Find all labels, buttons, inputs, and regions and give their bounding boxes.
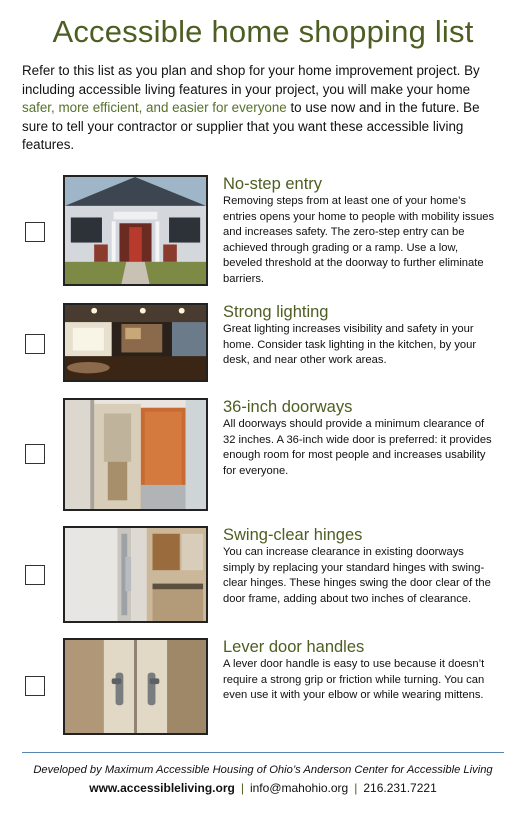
item-text-36-inch-doorways: All doorways should provide a minimum clearance of 32 inches. A 36-inch wide door is preferred: it provides enough room for most people and increases usability for everyone. — [223, 418, 492, 477]
item-text-lever-door-handles: A lever door handle is easy to use because it doesn’t require a strong grip or friction while turning. You can even use it with your elbow or while wearing mittens. — [223, 658, 485, 702]
footer-credit: Developed by Maximum Accessible Housing of Ohio’s Anderson Center for Accessible Living — [33, 764, 493, 776]
intro-paragraph — [22, 62, 506, 155]
intro-text-end: to use now and in the future. Be sure to tell your contractor or supplier that you want these accessible living features. — [22, 100, 480, 153]
checkbox-lever-door-handles[interactable] — [25, 676, 45, 696]
photo-lit-interior — [63, 303, 208, 382]
footer-contact — [0, 781, 526, 795]
email-link[interactable]: info@mahohio.org — [249, 781, 349, 795]
checkbox-36-inch-doorways[interactable] — [25, 444, 45, 464]
intro-highlight: safer, more efficient, and easier for everyone — [22, 100, 287, 116]
photo-lever-handles — [63, 638, 208, 735]
photo-swing-clear-hinge — [63, 526, 208, 623]
item-text-no-step-entry: Removing steps from at least one of your home’s entries opens your home to people with mobility issues and increases safety. The zero-step entry can be achieved through grading or a ramp. Use a low, beveled threshold at the doorway to further eliminate barriers. — [223, 195, 495, 285]
checkbox-no-step-entry[interactable] — [25, 222, 45, 242]
photo-house-entry — [63, 175, 208, 286]
footer-divider — [22, 752, 504, 753]
item-heading-swing-clear-hinges: Swing-clear hinges — [223, 526, 363, 544]
item-heading-strong-lighting: Strong lighting — [223, 303, 329, 321]
separator: | — [354, 781, 358, 795]
item-heading-no-step-entry: No-step entry — [223, 175, 323, 193]
checkbox-strong-lighting[interactable] — [25, 334, 45, 354]
checkbox-swing-clear-hinges[interactable] — [25, 565, 45, 585]
item-heading-36-inch-doorways: 36-inch doorways — [223, 398, 353, 416]
photo-wide-doorway — [63, 398, 208, 511]
phone-number: 216.231.7221 — [363, 781, 437, 795]
page-title: Accessible home shopping list — [52, 14, 474, 49]
item-heading-lever-door-handles: Lever door handles — [223, 638, 365, 656]
website-link[interactable]: www.accessibleliving.org — [89, 781, 235, 795]
item-text-strong-lighting: Great lighting increases visibility and safety in your home. Consider task lighting in the kitchen, by your desk, and near other work areas. — [223, 323, 477, 367]
item-text-swing-clear-hinges: You can increase clearance in existing doorways simply by replacing your standard hinges with swing-clear hinges. These hinges swing the door clear of the door frame, adding about two inches of clearance. — [223, 546, 491, 605]
separator: | — [240, 781, 244, 795]
intro-text-start: Refer to this list as you plan and shop for your home improvement project. By including accessible living features in your project, you will make your home — [22, 63, 480, 97]
